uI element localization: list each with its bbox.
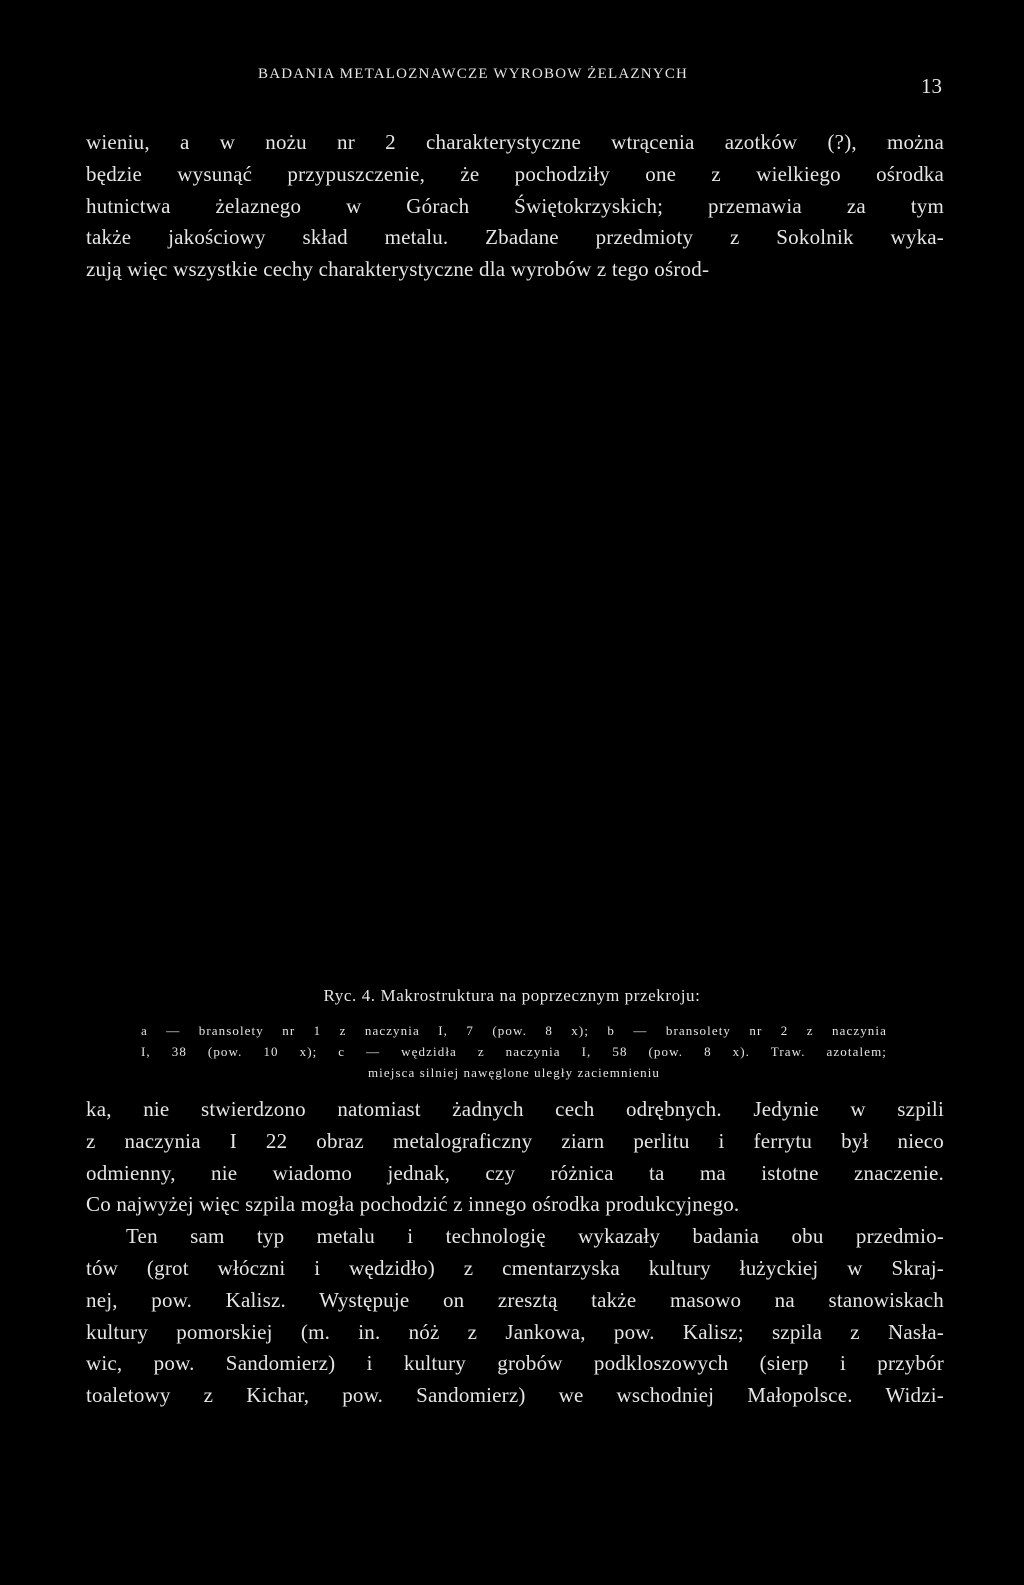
figure-image [86, 300, 944, 960]
text-line: hutnictwa żelaznego w Górach Świętokrzyskich; przemawia za tym [86, 193, 944, 218]
body-paragraph-bottom [86, 1094, 944, 1412]
text-line: zują więc wszystkie cechy charakterystyczne dla wyrobów z tego ośrod- [86, 257, 710, 282]
caption-line: miejsca silniej nawęglone uległy zaciemnieniu [367, 1065, 661, 1080]
text-line: Ten sam typ metalu i technologię wykazały badania obu przedmio- [126, 1224, 944, 1249]
text-line: odmienny, nie wiadomo jednak, czy różnica ta ma istotne znaczenie. [86, 1160, 944, 1185]
figure-caption-body [141, 1020, 887, 1083]
text-line: nej, pow. Kalisz. Występuje on zresztą także masowo na stanowiskach [86, 1287, 944, 1312]
text-line: będzie wysunąć przypuszczenie, że pochodziły one z wielkiego ośrodka [86, 161, 944, 186]
text-line: Co najwyżej więc szpila mogła pochodzić z innego ośrodka produkcyjnego. [86, 1192, 740, 1217]
text-line: kultury pomorskiej (m. in. nóż z Jankowa, pow. Kalisz; szpila z Nasła- [86, 1319, 944, 1344]
text-line: także jakościowy skład metalu. Zbadane przedmioty z Sokolnik wyka- [86, 225, 944, 250]
body-paragraph-top [86, 127, 944, 286]
caption-line: I, 38 (pow. 10 x); c — wędzidła z naczynia I, 58 (pow. 8 x). Traw. azotalem; [141, 1044, 887, 1059]
page-number: 13 [921, 74, 942, 98]
text-line: wic, pow. Sandomierz) i kultury grobów podkloszowych (sierp i przybór [86, 1351, 944, 1376]
text-line: toaletowy z Kichar, pow. Sandomierz) we wschodniej Małopolsce. Widzi- [86, 1383, 944, 1408]
text-line: z naczynia I 22 obraz metalograficzny ziarn perlitu i ferrytu był nieco [86, 1128, 944, 1153]
figure-caption-title: Ryc. 4. Makrostruktura na poprzecznym przekroju: [323, 986, 701, 1005]
text-line: ka, nie stwierdzono natomiast żadnych cech odrębnych. Jedynie w szpili [86, 1097, 944, 1121]
caption-line: a — bransolety nr 1 z naczynia I, 7 (pow. 8 x); b — bransolety nr 2 z naczynia [141, 1023, 887, 1038]
text-line: wieniu, a w nożu nr 2 charakterystyczne wtrącenia azotków (?), można [86, 130, 944, 154]
running-head: BADANIA METALOZNAWCZE WYROBOW ŻELAZNYCH [258, 66, 689, 82]
text-line: tów (grot włóczni i wędzidło) z cmentarzyska kultury łużyckiej w Skraj- [86, 1255, 944, 1280]
